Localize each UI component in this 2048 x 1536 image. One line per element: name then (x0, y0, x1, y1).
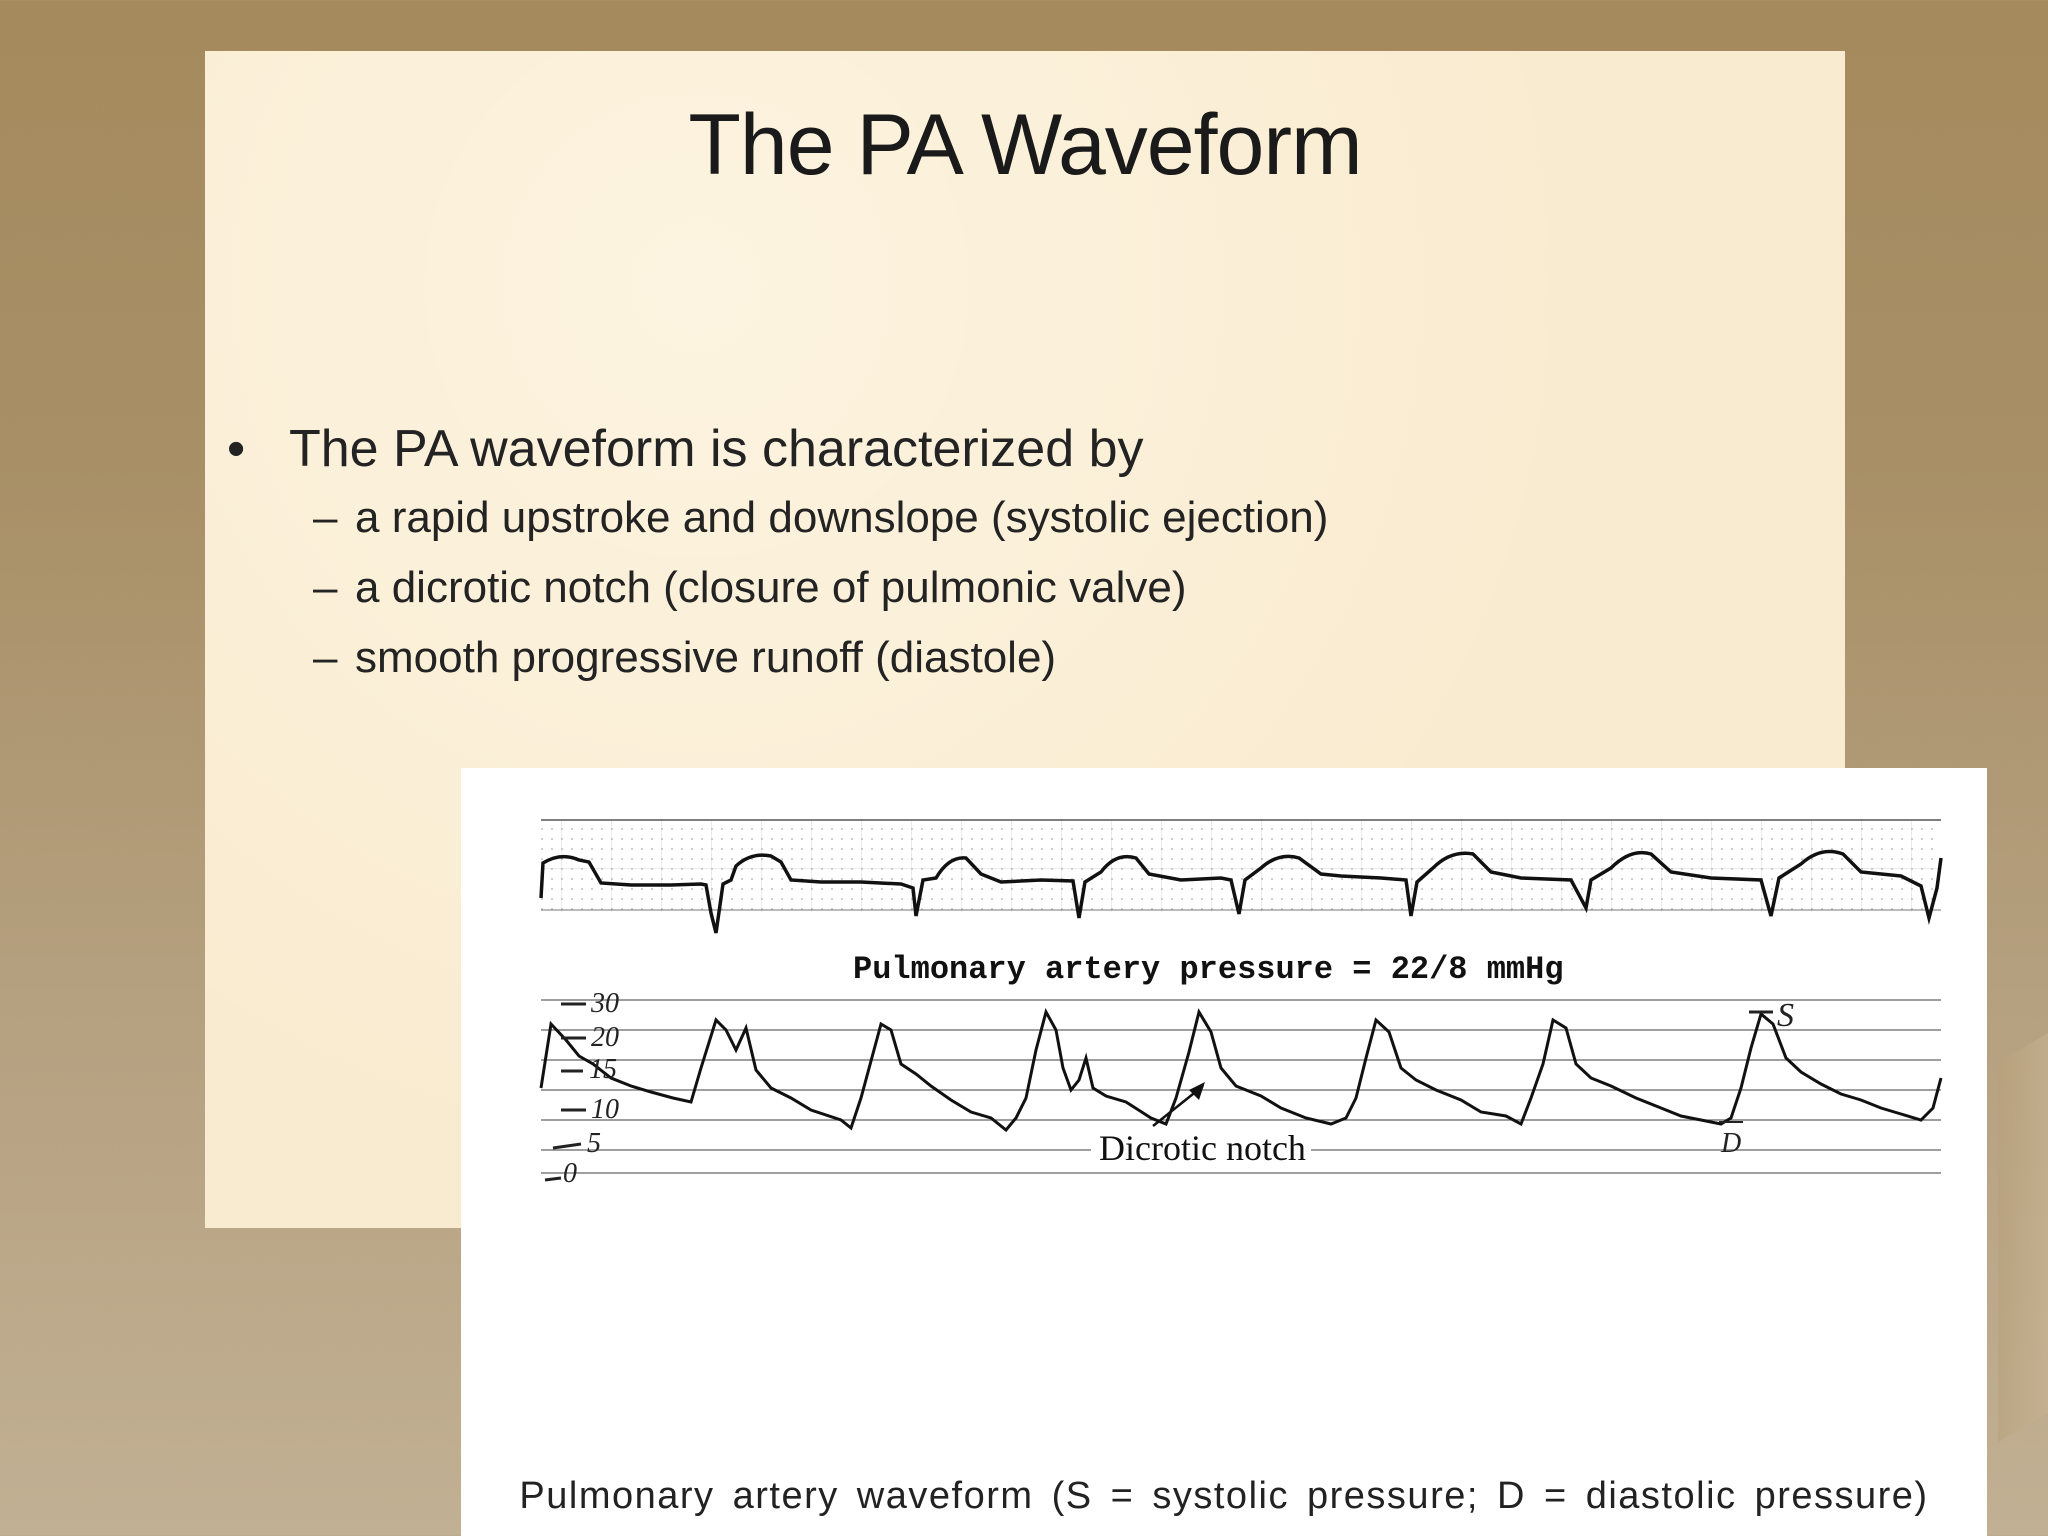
sub-list (225, 493, 1328, 683)
waveform-strip (461, 768, 1987, 1188)
pressure-scale (545, 988, 619, 1188)
slide-title: The PA Waveform (688, 97, 1362, 193)
background-decoration (1998, 1010, 2048, 1442)
sub-item (313, 493, 1328, 543)
systolic-marker: S (1777, 997, 1794, 1034)
waveform-figure (461, 768, 1987, 1536)
scale-mark: 0 (563, 1158, 577, 1188)
bullet-marker: • (227, 420, 246, 478)
sub-item (313, 633, 1328, 683)
scale-mark: 20 (591, 1022, 619, 1053)
sub-list-container (225, 493, 1328, 683)
sub-marker: – (313, 633, 338, 682)
bullet-item (225, 419, 1328, 479)
scale-mark: 15 (589, 1054, 617, 1085)
figure-caption: Pulmonary artery waveform (S = systolic pressure; D = diastolic pressure) (519, 1475, 1929, 1517)
sub-item-text: a rapid upstroke and downslope (systolic ejection) (355, 493, 1329, 542)
bullet-text: The PA waveform is characterized by (289, 420, 1144, 478)
sub-item (313, 563, 1328, 613)
diastolic-marker: D (1721, 1128, 1742, 1159)
sub-item-text: a dicrotic notch (closure of pulmonic valve) (355, 563, 1187, 612)
scale-mark: 30 (591, 988, 619, 1019)
notch-arrowhead (1189, 1082, 1205, 1100)
scale-mark: 5 (587, 1128, 601, 1159)
sub-marker: – (313, 493, 338, 542)
sub-item-text: smooth progressive runoff (diastole) (355, 633, 1057, 682)
sub-marker: – (313, 563, 338, 612)
notch-label: Dicrotic notch (1099, 1128, 1306, 1168)
scale-mark: 10 (591, 1094, 619, 1125)
pressure-label: Pulmonary artery pressure = 22/8 mmHg (853, 951, 1564, 988)
bullet-list (225, 419, 1328, 703)
